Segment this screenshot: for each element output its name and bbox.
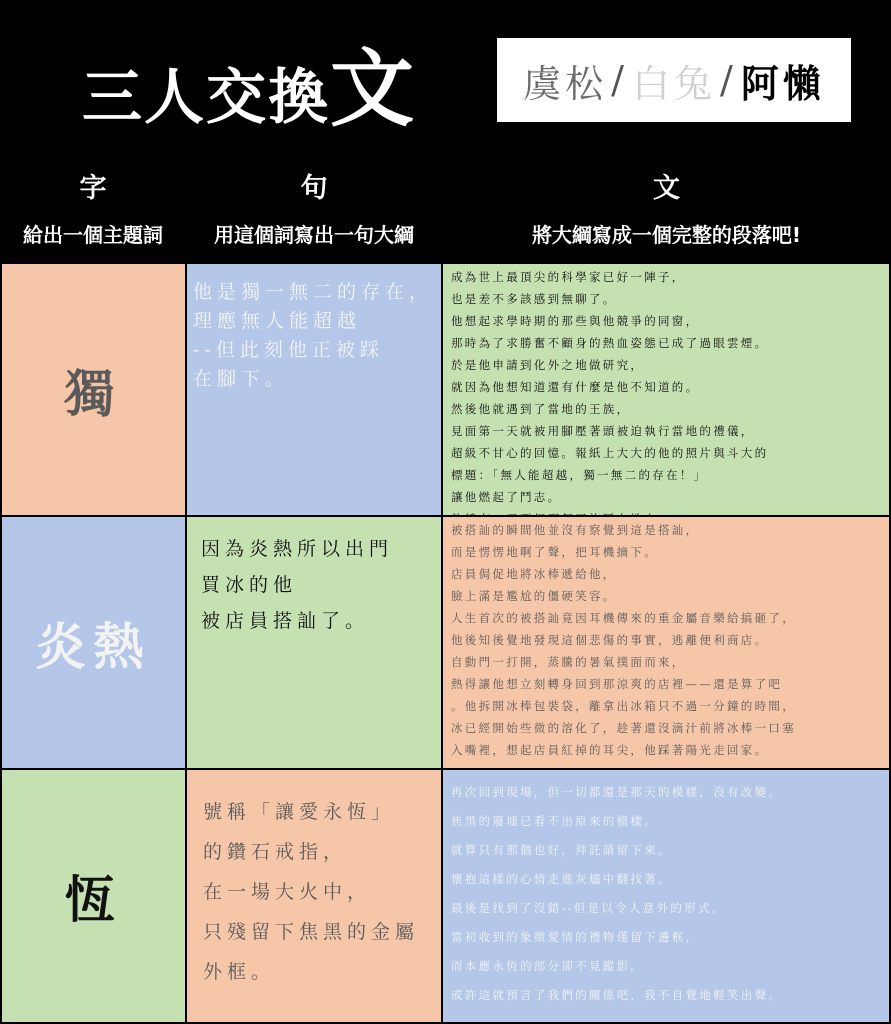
sentence-line: 的鑽石戒指， (203, 841, 348, 863)
sentence-line: 因為炎熱所以出門 (201, 538, 394, 560)
header-banner (0, 0, 891, 263)
sentence-cell-3 (187, 770, 441, 1022)
column-subheading-sentence: 用這個詞寫出一句大綱 (214, 223, 414, 247)
paragraph-line: 他後知後覺地發現這個悲傷的事實，逃離便利商店。 (451, 633, 769, 647)
paragraph-cell-3 (443, 770, 889, 1022)
paragraph-line: 超級不甘心的回憶。報紙上大大的他的照片與斗大的 (451, 446, 769, 460)
paragraph-line: 他想起求學時期的那些與他競爭的同窗， (451, 314, 700, 328)
paragraph-line: 見面第一天就被用腳壓著頭被迫執行當地的禮儀， (451, 424, 755, 438)
paragraph-line: 冰已經開始些微的溶化了，趁著還沒滴汁前將冰棒一口塞 (451, 721, 796, 735)
paragraph-line: 然後他就遇到了當地的王族， (451, 402, 631, 416)
paragraph-line: 焦黑的廢墟已看不出原來的模樣。 (451, 814, 658, 828)
authors-box (497, 38, 851, 122)
paragraph-line: 而是愣愣地啊了聲，把耳機摘下。 (451, 545, 658, 559)
paragraph-line: 而本應永恆的部分卻不見蹤影。 (451, 959, 645, 973)
paragraph-line: 也是差不多該感到無聊了。 (451, 292, 617, 306)
word-cell-1: 獨 (2, 264, 185, 515)
sentence-line: 只殘留下焦黑的金屬 (203, 921, 420, 943)
sentence-line: 理應無人能超越 (193, 310, 362, 332)
paragraph-line: 或許這就預言了我們的關係吧，我不自覺地輕笑出聲。 (451, 988, 783, 1002)
paragraph-line: 自動門一打開，蒸騰的暑氣撲面而來， (451, 655, 686, 669)
paragraph-line: 臉上滿是尷尬的僵硬笑容。 (451, 589, 617, 603)
sentence-line: 被店員搭訕了。 (201, 610, 370, 632)
column-heading-sentence: 句 (300, 173, 328, 204)
sentence-cell-1 (187, 264, 441, 515)
word-cell-2: 炎熱 (2, 517, 185, 768)
author-1: 虞松 (523, 61, 608, 106)
column-subheading-word: 給出一個主題詞 (23, 223, 163, 247)
paragraph-line: 就因為他想知道還有什麼是他不知道的。 (451, 380, 700, 394)
paragraph-line: 店員侷促地將冰棒遞給他， (451, 567, 617, 581)
paragraph-line: 讓他燃起了鬥志。 (451, 490, 562, 504)
paragraph-line: 當初收到的象徵愛情的禮物僅留下邊框， (451, 930, 700, 944)
paragraph-line: 於是他申請到化外之地做研究， (451, 358, 645, 372)
paragraph-line: 熱得讓他想立刻轉身回到那涼爽的店裡——還是算了吧 (451, 677, 783, 691)
sentence-line: 號稱「讓愛永恆」 (203, 801, 396, 823)
author-separator: / (720, 58, 737, 102)
title-part2: 文 (330, 40, 415, 138)
sentence-line: 買冰的他 (201, 574, 298, 596)
sentence-line: 外框。 (203, 961, 276, 983)
paragraph-line: 懷抱這樣的心情走進灰燼中翻找著。 (451, 872, 672, 886)
column-heading-paragraph: 文 (653, 173, 680, 204)
sentence-line: 在一場大火中， (203, 881, 372, 903)
paragraph-line: 標題：「無人能超越，獨一無二的存在！」 (451, 468, 708, 482)
paragraph-line: 就算只有那個也好，拜託請留下來。 (451, 843, 672, 857)
paragraph-line: 那時為了求勝奮不顧身的熱血姿態已成了過眼雲煙。 (451, 336, 769, 350)
sentence-line: 在腳下。 (193, 368, 290, 390)
paragraph-line: 成為世上最頂尖的科學家已好一陣子， (451, 270, 686, 284)
paragraph-line: 。他拆開冰棒包裝袋，離拿出冰箱只不過一分鐘的時間， (451, 699, 796, 713)
paragraph-line: 人生首次的被搭訕竟因耳機傳來的重金屬音樂給搞砸了， (451, 611, 796, 625)
column-heading-word: 字 (79, 173, 107, 204)
paragraph-line: 入嘴裡，想起店員紅掉的耳尖，他踩著陽光走回家。 (451, 743, 769, 757)
paragraph-cell-2 (443, 517, 889, 768)
sentence-cell-2 (187, 517, 441, 768)
author-3: 阿懶 (740, 60, 825, 106)
page-title (82, 22, 414, 143)
author-2: 白兔 (631, 61, 716, 106)
sentence-line: 他是獨一無二的存在， (193, 281, 434, 303)
paragraph-line: 最後是找到了沒錯--但是以令人意外的形式。 (451, 901, 726, 915)
author-separator: / (611, 58, 628, 102)
column-subheading-paragraph: 將大綱寫成一個完整的段落吧! (531, 223, 802, 247)
title-part1: 三人交換 (82, 63, 330, 133)
sentence-line: --但此刻他正被踩 (193, 339, 384, 361)
paragraph-line: 再次回到現場，但一切都還是那天的模樣，沒有改變。 (451, 785, 783, 799)
word-cell-3: 恆 (2, 770, 185, 1022)
paragraph-cell-1 (443, 264, 889, 515)
paragraph-line: 被搭訕的瞬間他並沒有察覺到這是搭訕， (451, 523, 700, 537)
